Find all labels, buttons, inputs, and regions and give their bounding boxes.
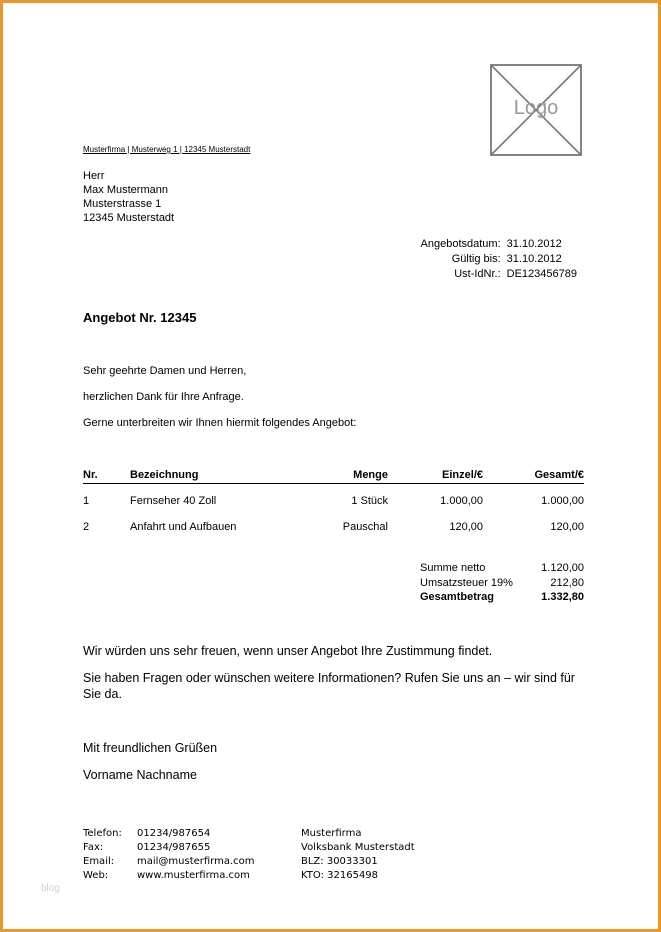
- contact-label: Fax:: [83, 842, 104, 853]
- footer-contact-row: [83, 855, 283, 869]
- cell-bezeichnung: Fernseher 40 Zoll: [130, 495, 217, 507]
- bank-line: BLZ: 30033301: [301, 856, 378, 867]
- meta-value: DE123456789: [506, 268, 577, 280]
- bank-line: Volksbank Musterstadt: [301, 842, 415, 853]
- meta-label: Ust-IdNr.:: [454, 268, 501, 280]
- header-einzel: Einzel/€: [442, 469, 483, 481]
- total-value: 1.120,00: [541, 562, 584, 574]
- logo-placeholder: [490, 64, 582, 156]
- cell-gesamt: 120,00: [550, 521, 584, 533]
- footer-contact: [83, 827, 283, 883]
- recipient-line: Herr: [83, 170, 105, 182]
- recipient-line: Musterstrasse 1: [83, 198, 162, 210]
- contact-label: Email:: [83, 856, 115, 867]
- table-header: [83, 469, 584, 484]
- footer-contact-row: [83, 869, 283, 883]
- bank-line: KTO: 32165498: [301, 870, 379, 881]
- meta-label: Angebotsdatum:: [420, 238, 501, 250]
- document-title: Angebot Nr. 12345: [83, 310, 197, 325]
- table-row: [83, 521, 584, 535]
- total-row: [420, 561, 584, 576]
- footer-bank: [301, 827, 501, 883]
- cell-nr: 2: [83, 521, 90, 533]
- meta-label: Gültig bis:: [451, 253, 501, 265]
- cell-nr: 1: [83, 495, 90, 507]
- sender-line: Musterfirma | Musterweg 1 | 12345 Musterstadt: [83, 145, 251, 154]
- total-label: Summe netto: [420, 562, 486, 574]
- total-label: Umsatzsteuer 19%: [420, 576, 513, 589]
- grand-total-value: 1.332,80: [541, 591, 584, 603]
- cell-menge: Pauschal: [342, 521, 388, 533]
- bank-line: Musterfirma: [301, 828, 362, 839]
- recipient-line: Max Mustermann: [83, 184, 168, 196]
- signature-name: Vorname Nachname: [83, 768, 197, 782]
- recipient-line: 12345 Musterstadt: [83, 212, 175, 224]
- total-value: 212,80: [550, 576, 584, 589]
- contact-value: mail@musterfirma.com: [137, 856, 255, 867]
- grand-total-row: [420, 590, 584, 605]
- closing-paragraph-1: Wir würden uns sehr freuen, wenn unser Angebot Ihre Zustimmung findet.: [83, 644, 493, 658]
- contact-label: Telefon:: [83, 828, 122, 839]
- header-nr: Nr.: [83, 469, 98, 481]
- meta-value: 31.10.2012: [506, 238, 562, 250]
- header-menge: Menge: [353, 469, 388, 481]
- table-row: [83, 495, 584, 509]
- closing-paragraph-2: Sie haben Fragen oder wünschen weitere Informationen? Rufen Sie uns an – wir sind für Sie da.: [83, 671, 575, 701]
- totals-block: [420, 561, 584, 605]
- cell-einzel: 1.000,00: [440, 495, 483, 507]
- cell-gesamt: 1.000,00: [541, 495, 584, 507]
- contact-value: 01234/987655: [137, 842, 211, 853]
- greeting: Sehr geehrte Damen und Herren,: [83, 365, 247, 377]
- footer-contact-row: [83, 827, 283, 841]
- header-bezeichnung: Bezeichnung: [130, 469, 199, 481]
- contact-value: www.musterfirma.com: [137, 870, 250, 881]
- footer-contact-row: [83, 841, 283, 855]
- watermark: blog: [41, 883, 60, 894]
- offer-meta: [421, 237, 577, 282]
- cell-menge: 1 Stück: [351, 495, 388, 507]
- contact-label: Web:: [83, 870, 109, 881]
- logo-text: Logo: [513, 97, 559, 119]
- contact-value: 01234/987654: [137, 828, 211, 839]
- cell-bezeichnung: Anfahrt und Aufbauen: [130, 521, 237, 533]
- header-gesamt: Gesamt/€: [534, 469, 584, 481]
- grand-total-label: Gesamtbetrag: [420, 591, 494, 603]
- cell-einzel: 120,00: [449, 521, 483, 533]
- meta-value: 31.10.2012: [506, 253, 562, 265]
- thanks-text: herzlichen Dank für Ihre Anfrage.: [83, 391, 244, 403]
- offer-intro: Gerne unterbreiten wir Ihnen hiermit folgendes Angebot:: [83, 417, 357, 429]
- total-row: [420, 576, 584, 591]
- recipient-address: [83, 169, 174, 225]
- regards: Mit freundlichen Grüßen: [83, 741, 218, 755]
- items-table: [83, 469, 584, 535]
